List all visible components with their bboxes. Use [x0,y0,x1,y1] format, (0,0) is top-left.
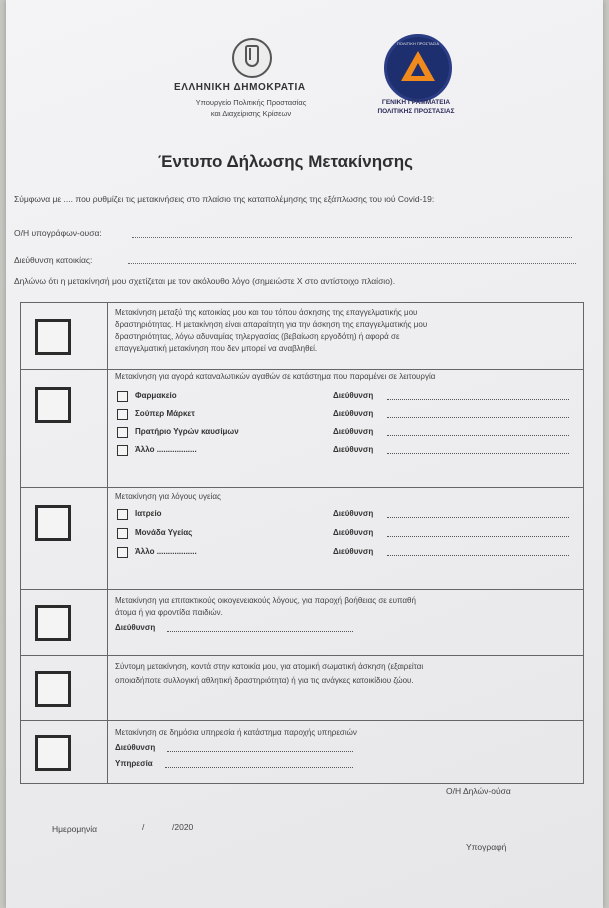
address-label: Διεύθυνση κατοικίας: [14,255,93,265]
supermarket-label: Σούπερ Μάρκετ [135,409,195,418]
greek-coat-of-arms-icon [232,38,272,78]
supermarket-address-field[interactable] [387,417,569,418]
date-year: /2020 [172,822,194,832]
fuel-station-address-label: Διεύθυνση [333,427,374,436]
fuel-station-label: Πρατήριο Υγρών καυσίμων [135,427,239,436]
reason-4-checkbox[interactable] [35,605,71,641]
reason-6-service-field[interactable] [165,767,353,768]
other-shop-address-field[interactable] [387,453,569,454]
reason-1-line-3: δραστηριότητας, λόγω αδυναμίας τηλεργασίας (βεβαίωση εργοδότη) ή αφορά σε [115,332,400,341]
doctor-label: Ιατρείο [135,509,162,518]
reason-6-service-label: Υπηρεσία [115,759,153,768]
reason-2-heading: Μετακίνηση για αγορά καταναλωτικών αγαθών σε κατάστημα που παραμένει σε λειτουργία [115,372,436,381]
fuel-station-checkbox[interactable] [117,427,128,438]
pharmacy-checkbox[interactable] [117,391,128,402]
health-unit-address-field[interactable] [387,536,569,537]
other-health-checkbox[interactable] [117,547,128,558]
civil-protection-logo-icon: ΠΟΛΙΤΙΚΗ ΠΡΟΣΤΑΣΙΑ [384,34,452,102]
signer-field[interactable] [132,236,572,238]
other-health-label: Άλλο .................. [135,547,197,556]
secretariat-line-2: ΠΟΛΙΤΙΚΗΣ ΠΡΟΣΤΑΣΙΑΣ [377,108,455,115]
reason-3-heading: Μετακίνηση για λόγους υγείας [115,492,221,501]
other-health-address-field[interactable] [387,555,569,556]
reasons-table [20,302,584,784]
doctor-address-label: Διεύθυνση [333,509,374,518]
republic-heading: ΕΛΛΗΝΙΚΗ ΔΗΜΟΚΡΑΤΙΑ [174,82,306,93]
secretariat-line-1: ΓΕΝΙΚΗ ΓΡΑΜΜΑΤΕΙΑ [381,99,451,106]
pharmacy-address-label: Διεύθυνση [333,391,374,400]
ministry-line-2: και Διαχείρισης Κρίσεων [210,109,292,118]
declarant-label: Ο/Η Δηλών-ούσα [446,786,511,796]
signature-label: Υπογραφή [466,842,507,852]
reason-1-line-2: δραστηριότητας. Η μετακίνηση είναι απαραίτητη για την άσκηση της επαγγελματικής μου [115,320,428,329]
reason-6-line-1: Μετακίνηση σε δημόσια υπηρεσία ή κατάστημα παροχής υπηρεσιών [115,728,357,737]
reason-4-line-1: Μετακίνηση για επιτακτικούς οικογενειακούς λόγους, για παροχή βοήθειας σε ευπαθή [115,596,416,605]
declare-text: Δηλώνω ότι η μετακίνησή μου σχετίζεται με τον ακόλουθο λόγο (σημειώστε Χ στο αντίστοιχο πλαίσιο). [14,276,396,286]
reason-6-address-field[interactable] [167,751,353,752]
address-field[interactable] [128,262,576,264]
health-unit-address-label: Διεύθυνση [333,528,374,537]
reason-2-checkbox[interactable] [35,387,71,423]
reason-4-address-label: Διεύθυνση [115,623,156,632]
date-separator: / [142,822,145,832]
reason-4-address-field[interactable] [167,631,353,632]
intro-text: Σύμφωνα με .... που ρυθμίζει τις μετακινήσεις στο πλαίσιο της καταπολέμησης της εξάπλωσης του ιού Covid-19: [14,194,435,204]
pharmacy-label: Φαρμακείο [135,391,177,400]
reason-5-checkbox[interactable] [35,671,71,707]
ministry-line-1: Υπουργείο Πολιτικής Προστασίας [195,98,307,107]
other-shop-label: Άλλο .................. [135,445,197,454]
other-shop-checkbox[interactable] [117,445,128,456]
supermarket-address-label: Διεύθυνση [333,409,374,418]
reason-5-line-2: οποιαδήποτε συλλογική αθλητική δραστηριότητα) ή για τις ανάγκες κατοικίδιου ζώου. [115,676,414,685]
reason-1-checkbox[interactable] [35,319,71,355]
reason-1-line-1: Μετακίνηση μεταξύ της κατοικίας μου και του τόπου άσκησης της επαγγελματικής μου [115,308,418,317]
health-unit-label: Μονάδα Υγείας [135,528,193,537]
reason-5-line-1: Σύντομη μετακίνηση, κοντά στην κατοικία μου, για ατομική σωματική άσκηση (εξαιρείται [115,662,424,671]
other-health-address-label: Διεύθυνση [333,547,374,556]
signer-label: Ο/Η υπογράφων-ουσα: [14,228,102,238]
reason-6-checkbox[interactable] [35,735,71,771]
reason-3-checkbox[interactable] [35,505,71,541]
reason-1-line-4: επαγγελματική μετακίνηση που δεν μπορεί να αναβληθεί. [115,344,318,353]
declaration-form-page [6,0,603,908]
pharmacy-address-field[interactable] [387,399,569,400]
other-shop-address-label: Διεύθυνση [333,445,374,454]
form-title: Έντυπο Δήλωσης Μετακίνησης [158,152,413,171]
doctor-address-field[interactable] [387,517,569,518]
reason-4-line-2: άτομα ή για φροντίδα παιδιών. [115,608,223,617]
fuel-station-address-field[interactable] [387,435,569,436]
reason-6-address-label: Διεύθυνση [115,743,156,752]
date-label: Ημερομηνία [52,824,98,834]
health-unit-checkbox[interactable] [117,528,128,539]
supermarket-checkbox[interactable] [117,409,128,420]
doctor-checkbox[interactable] [117,509,128,520]
